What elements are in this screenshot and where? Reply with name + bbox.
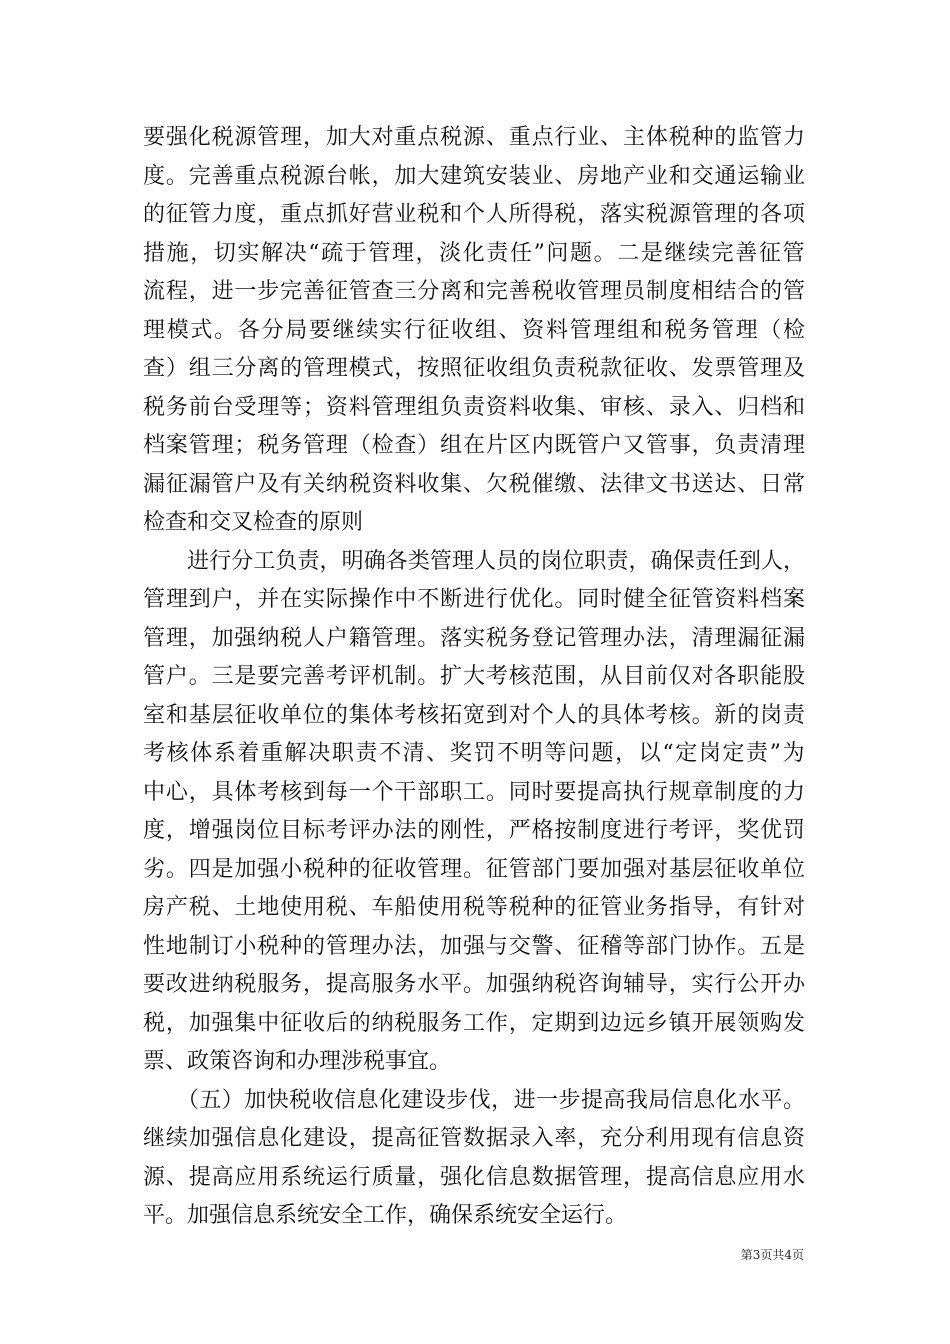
text-line: 中心，具体考核到每一个干部职工。同时要提高执行规章制度的力	[143, 779, 806, 805]
text-line: 平。加强信息系统安全工作，确保系统安全运行。	[143, 1203, 628, 1228]
text-line: 管理到户，并在实际操作中不断进行优化。同时健全征管资料档案	[143, 587, 806, 612]
text-line: 税，加强集中征收后的纳税服务工作，定期到边远乡镇开展领购发	[143, 1010, 806, 1036]
text-line: 度，增强岗位目标考评办法的刚性，严格按制度进行考评，奖优罚	[143, 818, 806, 843]
text-line: 源、提高应用系统运行质量，强化信息数据管理，提高信息应用水	[143, 1164, 806, 1190]
text-line: 继续加强信息化建设，提高征管数据录入率，充分利用现有信息资	[143, 1126, 806, 1151]
text-line: 要强化税源管理，加大对重点税源、重点行业、主体税种的监管力	[143, 125, 806, 150]
text-line: （五）加快税收信息化建设步伐，进一步提高我局信息化水平。	[143, 1087, 806, 1113]
text-line: 流程，进一步完善征管查三分离和完善税收管理员制度相结合的管	[143, 279, 806, 304]
text-line: 室和基层征收单位的集体考核拓宽到对个人的具体考核。新的岗责	[143, 702, 806, 728]
text-line: 考核体系着重解决职责不清、奖罚不明等问题，以“定岗定责”为	[143, 741, 807, 766]
text-line: 档案管理；税务管理（检查）组在片区内既管户又管事，负责清理	[143, 433, 806, 458]
text-line: 措施，切实解决“疏于管理，淡化责任”问题。二是继续完善征管	[143, 240, 807, 266]
text-line: 票、政策咨询和办理涉税事宜。	[143, 1049, 452, 1074]
text-line: 管户。三是要完善考评机制。扩大考核范围，从目前仅对各职能股	[143, 664, 806, 689]
text-line: 劣。四是加强小税种的征收管理。征管部门要加强对基层征收单位	[143, 856, 806, 882]
page-number: 第3页共4页	[740, 1248, 804, 1262]
text-line: 度。完善重点税源台帐，加大建筑安装业、房地产业和交通运输业	[143, 163, 806, 189]
text-line: 房产税、土地使用税、车船使用税等税种的征管业务指导，有针对	[143, 895, 806, 920]
text-line: 进行分工负责，明确各类管理人员的岗位职责，确保责任到人，	[143, 548, 806, 574]
text-line: 漏征漏管户及有关纳税资料收集、欠税催缴、法律文书送达、日常	[143, 471, 806, 497]
text-line: 性地制订小税种的管理办法，加强与交警、征稽等部门协作。五是	[143, 933, 806, 959]
text-line: 理模式。各分局要继续实行征收组、资料管理组和税务管理（检	[143, 317, 807, 343]
text-line: 检查和交叉检查的原则	[143, 510, 364, 535]
text-line: 要改进纳税服务，提高服务水平。加强纳税咨询辅导，实行公开办	[143, 972, 806, 997]
text-line: 的征管力度，重点抓好营业税和个人所得税，落实税源管理的各项	[143, 202, 806, 227]
text-line: 管理，加强纳税人户籍管理。落实税务登记管理办法，清理漏征漏	[143, 625, 806, 651]
text-line: 税务前台受理等；资料管理组负责资料收集、审核、录入、归档和	[143, 394, 806, 420]
text-line: 查）组三分离的管理模式，按照征收组负责税款征收、发票管理及	[143, 356, 806, 381]
